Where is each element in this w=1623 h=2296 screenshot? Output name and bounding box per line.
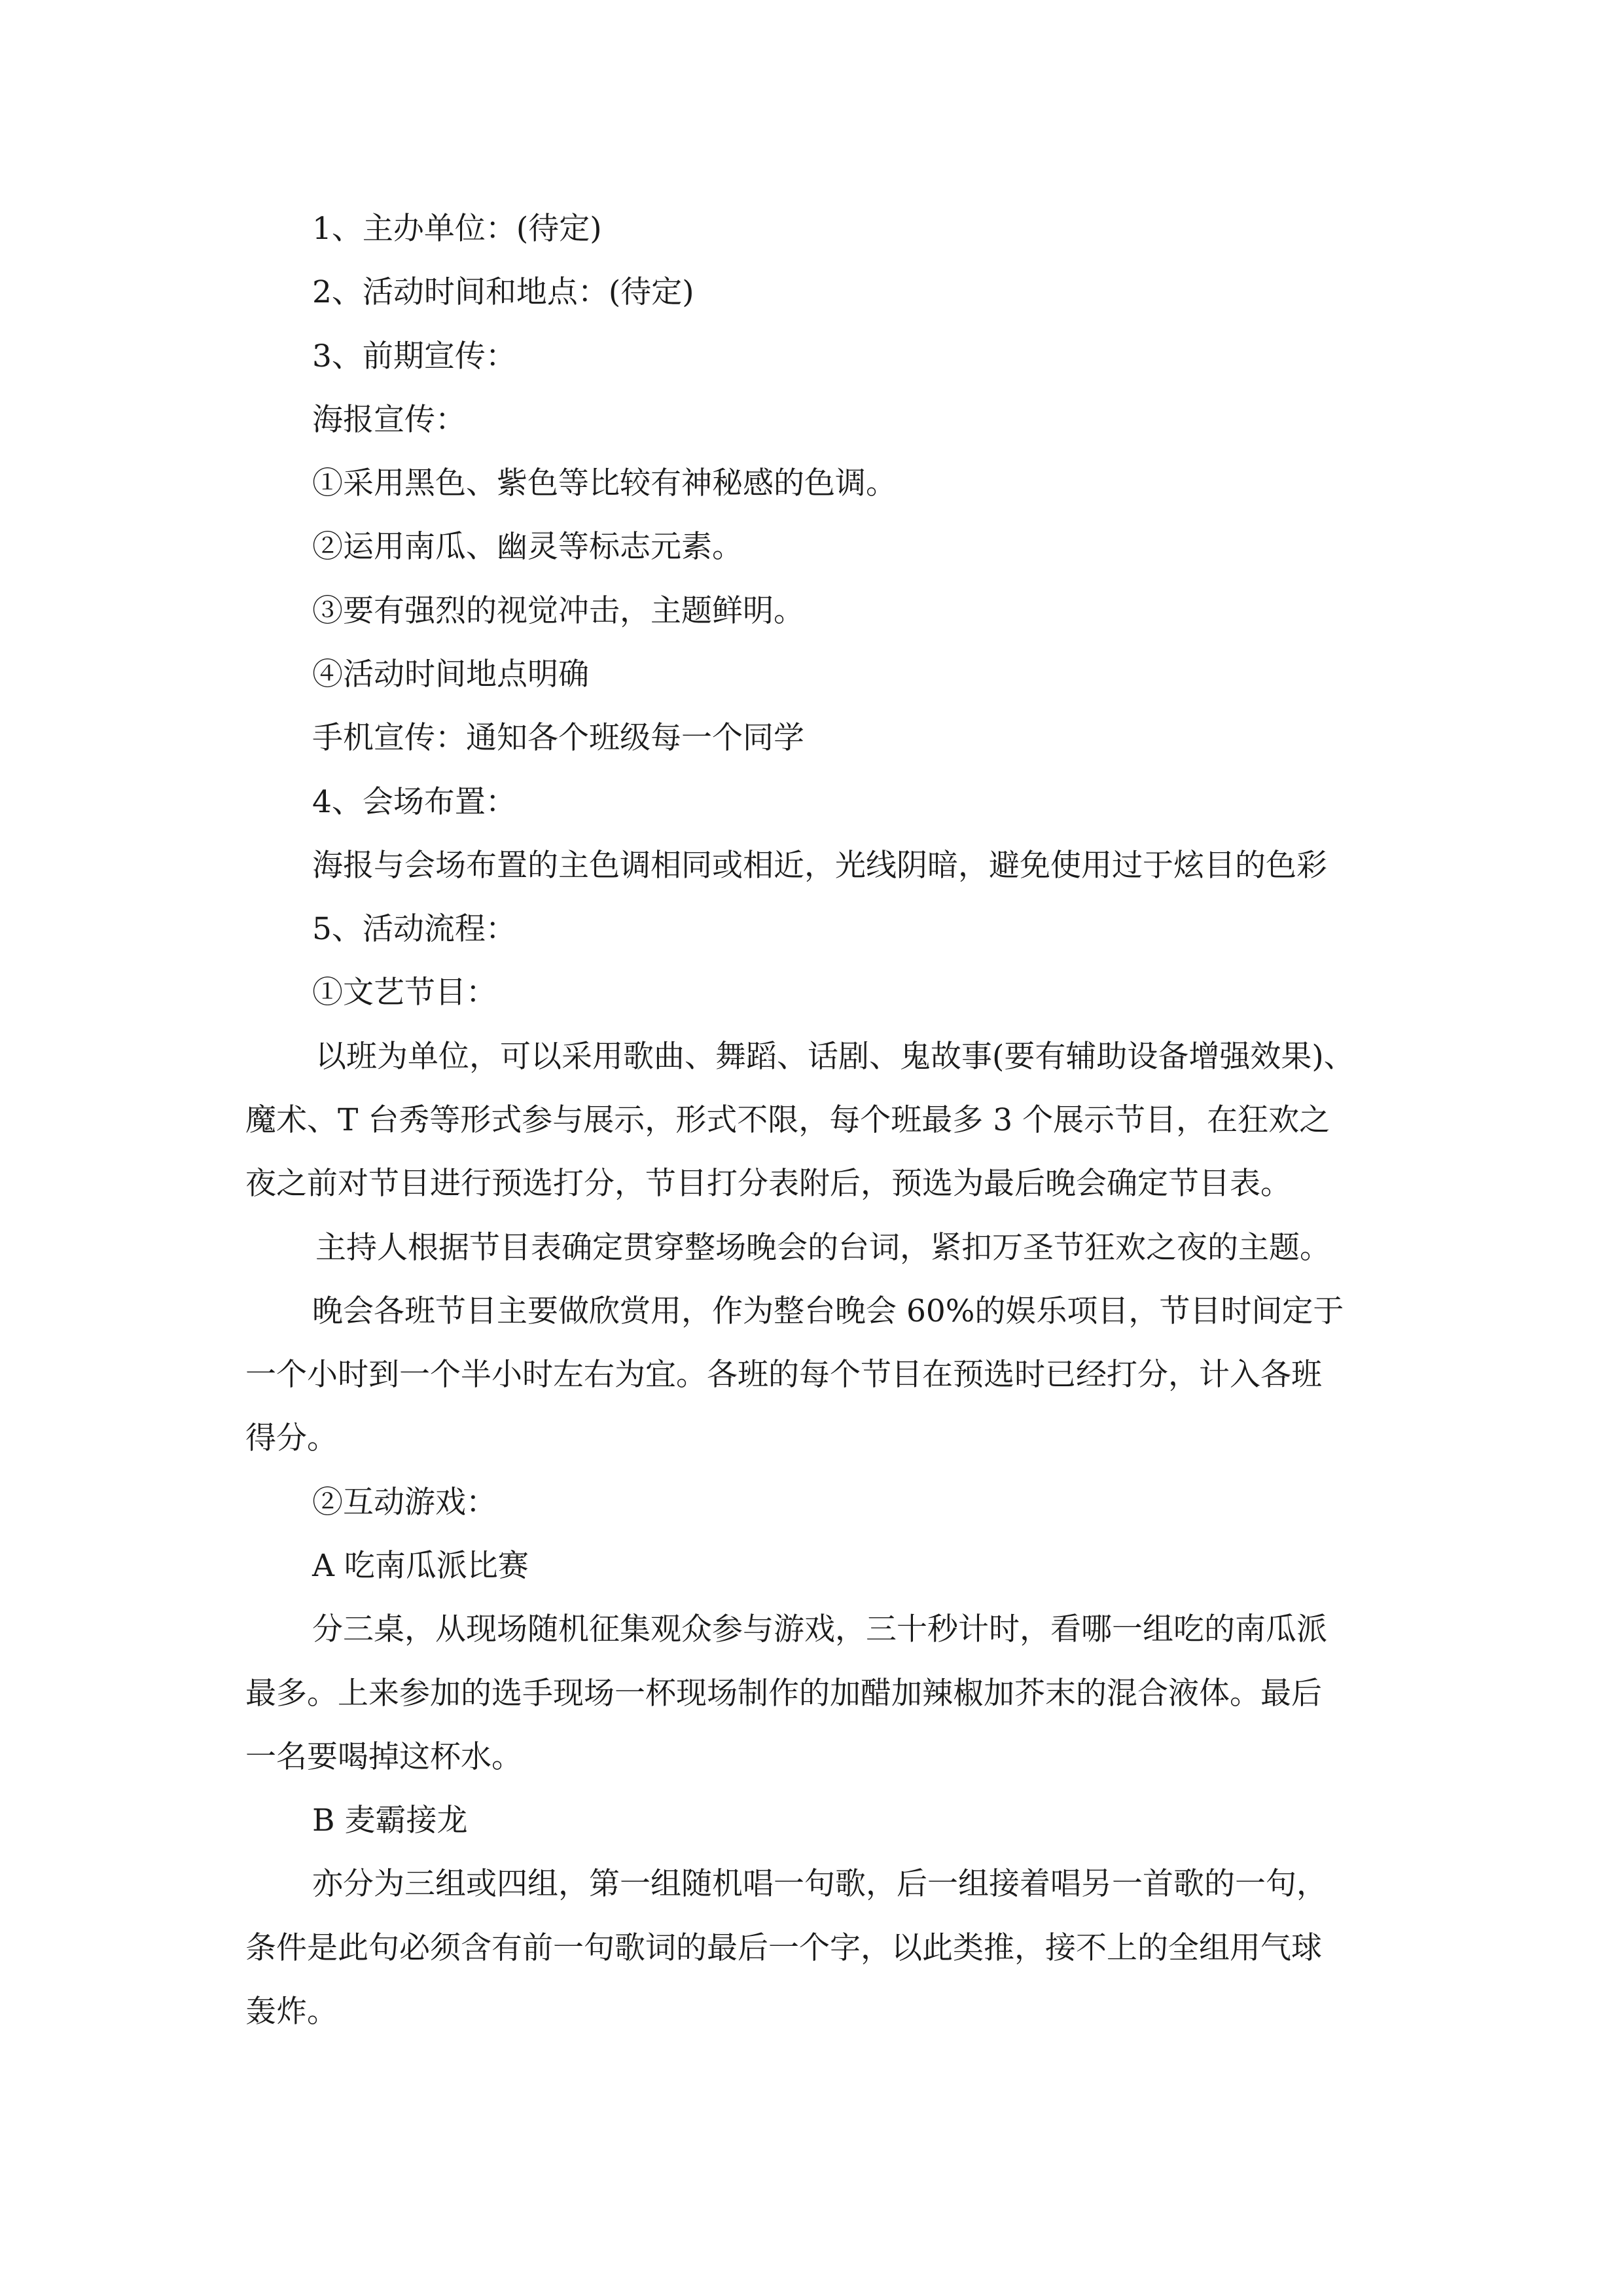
text-line: 以班为单位，可以采用歌曲、舞蹈、话剧、鬼故事(要有辅助设备增强效果)、 [315, 1039, 1355, 1075]
text-line: 5、活动流程： [312, 911, 516, 947]
text-line: 一名要喝掉这杯水。 [245, 1739, 522, 1775]
text-line: 晚会各班节目主要做欣赏用，作为整台晚会 60%的娱乐项目，节目时间定于 [312, 1293, 1344, 1329]
text-line: 2、活动时间和地点：(待定) [312, 274, 694, 310]
text-line: ①文艺节目： [312, 975, 497, 1011]
text-line: ④活动时间地点明确 [312, 656, 589, 692]
text-line: 最多。上来参加的选手现场一杯现场制作的加醋加辣椒加芥末的混合液体。最后 [245, 1676, 1322, 1712]
text-line: 1、主办单位：(待定) [312, 211, 602, 247]
text-line: 海报宣传： [312, 402, 466, 438]
text-line: 轰炸。 [245, 1994, 338, 2030]
text-line: 条件是此句必须含有前一句歌词的最后一个字，以此类推，接不上的全组用气球 [245, 1930, 1322, 1966]
text-line: 夜之前对节目进行预选打分，节目打分表附后，预选为最后晚会确定节目表。 [245, 1166, 1291, 1202]
text-line: ②互动游戏： [312, 1484, 497, 1520]
text-line: 4、会场布置： [312, 784, 516, 820]
text-line: 分三桌，从现场随机征集观众参与游戏，三十秒计时，看哪一组吃的南瓜派 [312, 1611, 1327, 1647]
text-line: 海报与会场布置的主色调相同或相近，光线阴暗，避免使用过于炫目的色彩 [312, 848, 1327, 884]
text-line: 主持人根据节目表确定贯穿整场晚会的台词，紧扣万圣节狂欢之夜的主题。 [315, 1230, 1330, 1266]
text-line: 魔术、T 台秀等形式参与展示，形式不限，每个班最多 3 个展示节目，在狂欢之 [245, 1102, 1330, 1138]
text-line: 3、前期宣传： [312, 338, 516, 374]
text-line: B 麦霸接龙 [312, 1803, 468, 1839]
text-line: ③要有强烈的视觉冲击，主题鲜明。 [312, 593, 804, 629]
text-line: ②运用南瓜、幽灵等标志元素。 [312, 529, 743, 565]
text-line: 得分。 [245, 1420, 338, 1456]
text-line: A 吃南瓜派比赛 [312, 1548, 529, 1584]
text-line: 一个小时到一个半小时左右为宜。各班的每个节目在预选时已经打分，计入各班 [245, 1357, 1322, 1393]
text-line: 亦分为三组或四组，第一组随机唱一句歌，后一组接着唱另一首歌的一句， [312, 1866, 1327, 1902]
text-line: 手机宣传：通知各个班级每一个同学 [312, 720, 804, 756]
text-line: ①采用黑色、紫色等比较有神秘感的色调。 [312, 465, 897, 501]
